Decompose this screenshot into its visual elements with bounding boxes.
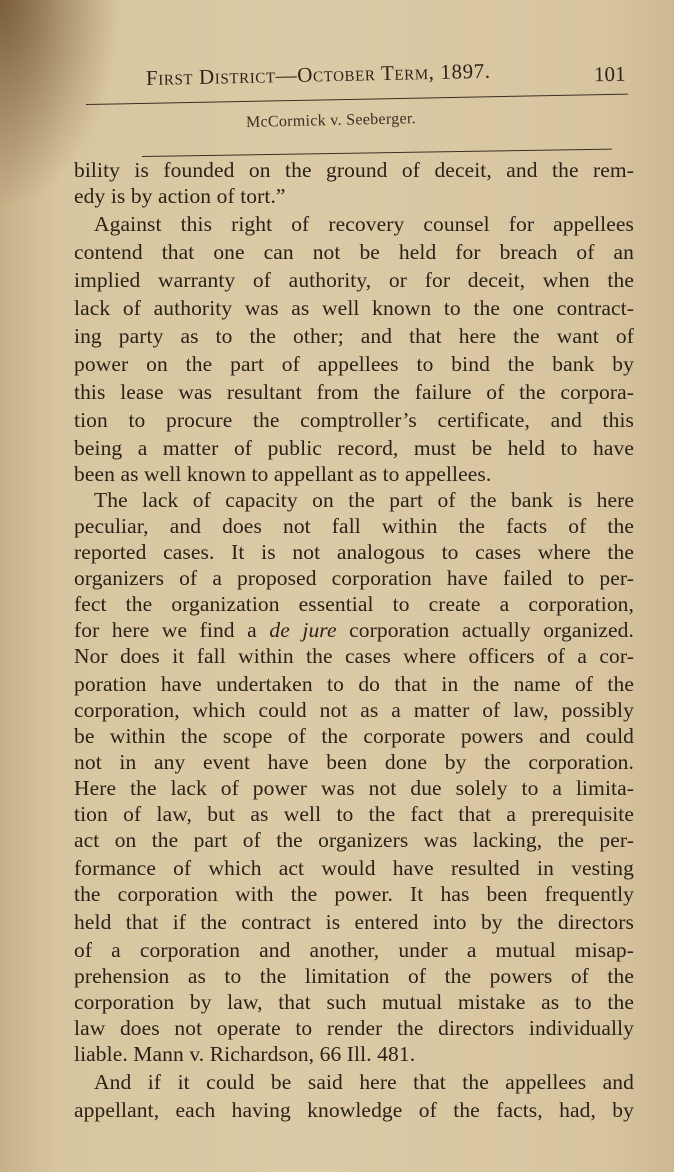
text-line: contend that one can not be held for breach of an xyxy=(74,240,634,264)
text-line: corporation, which could not as a matter of law, possibly xyxy=(74,698,634,722)
text-line: corporation by law, that such mutual mistake as to the xyxy=(74,990,634,1014)
text-line: poration have undertaken to do that in the name of the xyxy=(74,672,634,696)
text-line: power on the part of appellees to bind the bank by xyxy=(74,352,634,376)
text-line: organizers of a proposed corporation have failed to per- xyxy=(74,566,634,590)
text-line: law does not operate to render the directors individually xyxy=(74,1016,634,1040)
text-line: held that if the contract is entered into by the directors xyxy=(74,910,634,934)
text-line: edy is by action of tort.” xyxy=(74,184,286,208)
text-line: Against this right of recovery counsel for appellees xyxy=(94,212,634,236)
text-line: The lack of capacity on the part of the bank is here xyxy=(94,488,634,512)
text-line xyxy=(74,618,634,643)
text-line: of a corporation and another, under a mutual misap- xyxy=(74,938,634,962)
text-span: corporation actually organized. xyxy=(336,618,635,642)
text-line: fect the organization essential to create a corporation, xyxy=(74,592,634,616)
text-line: And if it could be said here that the appellees and xyxy=(94,1070,634,1094)
text-line: tion of law, but as well to the fact that a prerequisite xyxy=(74,802,634,826)
text-line: Here the lack of power was not due solely to a limita- xyxy=(74,776,634,800)
text-line: formance of which act would have resulted in vesting xyxy=(74,856,634,880)
page-number: 101 xyxy=(593,61,626,87)
text-line: being a matter of public record, must be held to have xyxy=(74,436,634,460)
text-line: this lease was resultant from the failure of the corpora- xyxy=(74,380,634,404)
text-line: appellant, each having knowledge of the facts, had, by xyxy=(74,1098,634,1122)
text-line: not in any event have been done by the corporation. xyxy=(74,750,634,774)
header-rule xyxy=(142,149,612,157)
text-line: be within the scope of the corporate powers and could xyxy=(74,724,634,748)
text-span: for here we find a xyxy=(74,618,270,642)
case-name: McCormick v. Seeberger. xyxy=(245,110,417,131)
running-head xyxy=(0,58,674,98)
text-line: peculiar, and does not fall within the facts of the xyxy=(74,514,634,538)
text-line: bility is founded on the ground of deceit, and the rem- xyxy=(74,158,634,182)
text-line: act on the part of the organizers was lacking, the per- xyxy=(74,828,634,852)
text-line: reported cases. It is not analogous to cases where the xyxy=(74,540,634,564)
running-title: First District—October Term, 1897. xyxy=(145,58,491,90)
text-line: Nor does it fall within the cases where officers of a cor- xyxy=(74,644,634,668)
text-line: been as well known to appellant as to appellees. xyxy=(74,462,492,486)
text-line: lack of authority was as well known to the one contract- xyxy=(74,296,634,320)
italic-term: de jure xyxy=(269,618,337,642)
text-line: ing party as to the other; and that here the want of xyxy=(74,324,634,348)
text-line: the corporation with the power. It has been frequently xyxy=(74,882,634,906)
text-line: liable. Mann v. Richardson, 66 Ill. 481. xyxy=(74,1042,416,1066)
text-line: tion to procure the comptroller’s certificate, and this xyxy=(74,408,634,432)
text-line: implied warranty of authority, or for deceit, when the xyxy=(74,268,634,292)
text-line: prehension as to the limitation of the powers of the xyxy=(74,964,634,988)
